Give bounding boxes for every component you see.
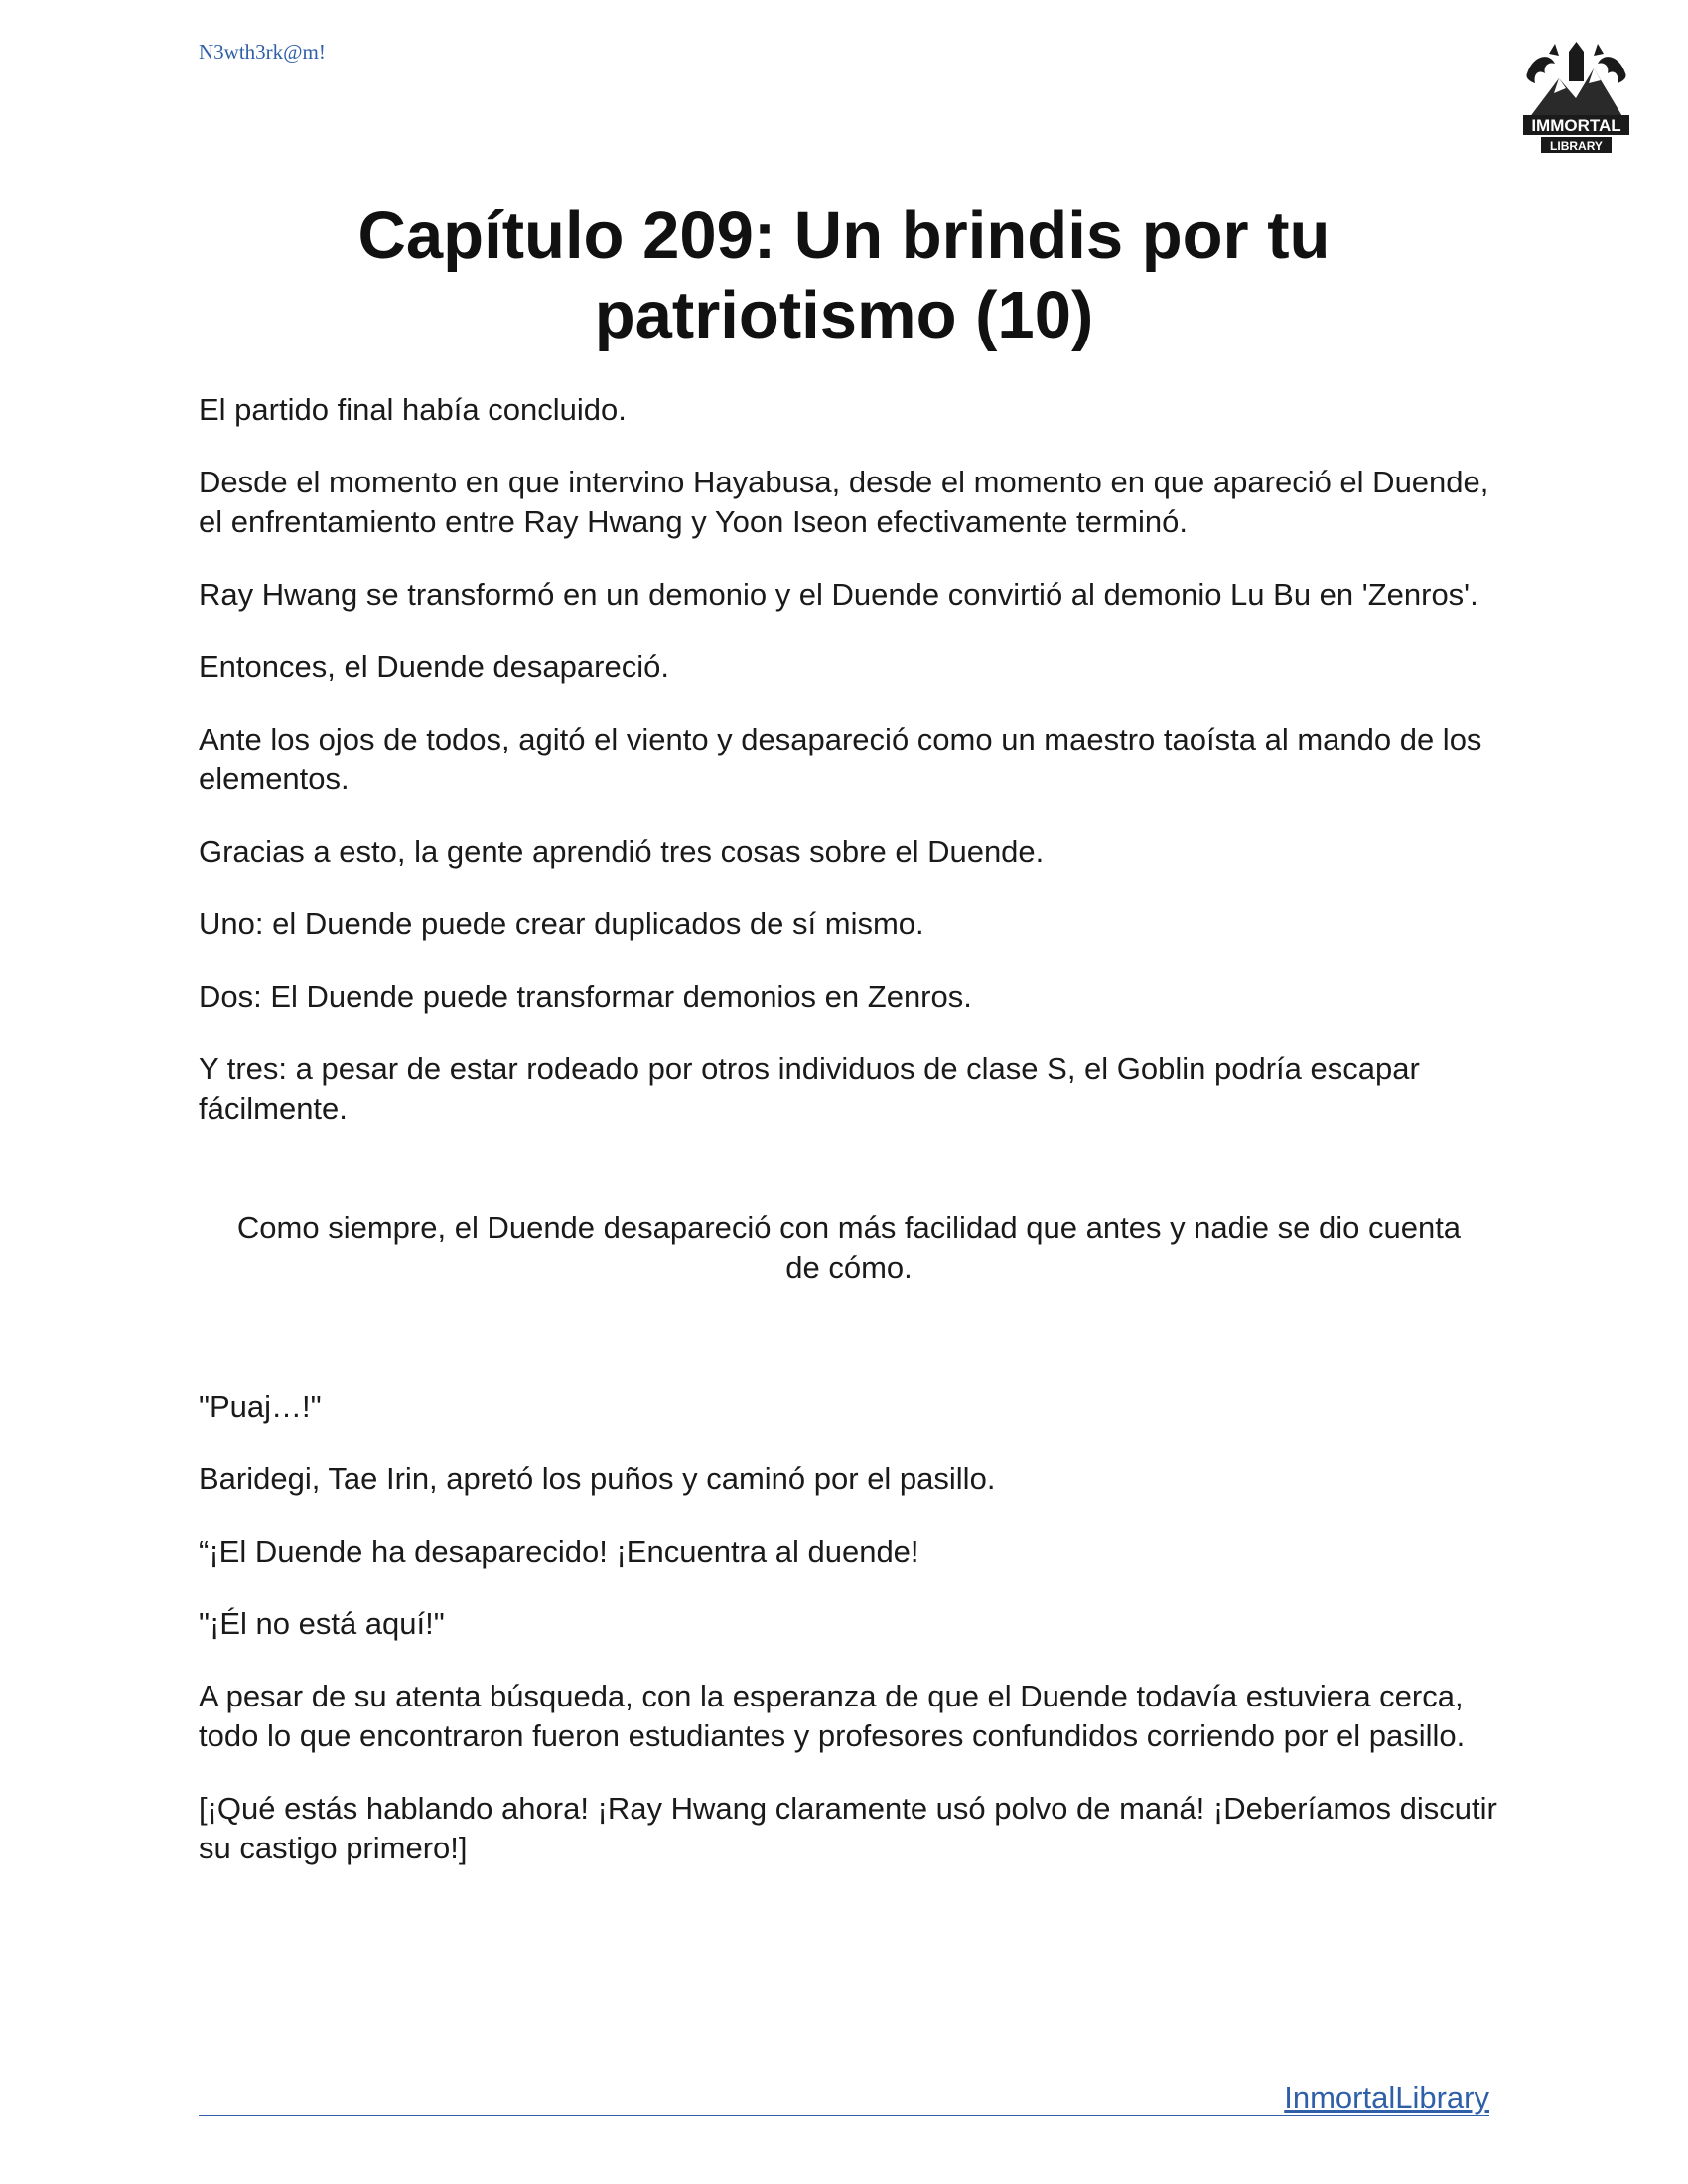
footer-link[interactable]: InmortalLibrary [1284, 2080, 1489, 2115]
paragraph: "Puaj…!" [199, 1389, 322, 1424]
footer-divider [199, 2115, 1489, 2116]
paragraph: Ray Hwang se transformó en un demonio y el Duende convirtió al demonio Lu Bu en 'Zenros'. [199, 577, 1478, 612]
paragraph: Baridegi, Tae Irin, apretó los puños y caminó por el pasillo. [199, 1461, 996, 1496]
paragraph: “¡El Duende ha desaparecido! ¡Encuentra al duende! [199, 1534, 919, 1569]
chapter-body [199, 390, 1499, 1901]
centered-paragraph: Como siempre, el Duende desapareció con más facilidad que antes y nadie se dio cuenta de cómo. [236, 1210, 1462, 1285]
paragraph: Dos: El Duende puede transformar demonios en Zenros. [199, 979, 972, 1014]
paragraph: [¡Qué estás hablando ahora! ¡Ray Hwang claramente usó polvo de maná! ¡Deberíamos discutir su castigo primero!] [199, 1791, 1497, 1865]
paragraph: Desde el momento en que intervino Hayabusa, desde el momento en que apareció el Duende, el enfrentamiento entre Ray Hwang y Yoon Iseon efectivamente terminó. [199, 465, 1489, 539]
paragraph: A pesar de su atenta búsqueda, con la esperanza de que el Duende todavía estuviera cerca, todo lo que encontraron fueron estudiantes y profesores confundidos corriendo por el pasillo. [199, 1679, 1466, 1753]
immortal-library-logo [1519, 34, 1633, 163]
paragraph: "¡Él no está aquí!" [199, 1606, 445, 1641]
paragraph: Entonces, el Duende desapareció. [199, 649, 669, 684]
watermark-text: N3wth3rk@m! [199, 40, 326, 64]
dragon-logo-icon [1519, 34, 1633, 163]
paragraph: El partido final había concluido. [199, 392, 627, 427]
paragraph: Ante los ojos de todos, agitó el viento y desapareció como un maestro taoísta al mando de los elementos. [199, 722, 1482, 796]
chapter-title-line2: patriotismo (10) [594, 278, 1094, 352]
paragraph: Uno: el Duende puede crear duplicados de sí mismo. [199, 906, 924, 941]
paragraph: Gracias a esto, la gente aprendió tres cosas sobre el Duende. [199, 834, 1045, 869]
chapter-title [199, 197, 1489, 355]
logo-line1: IMMORTAL [1531, 116, 1621, 135]
chapter-title-line1: Capítulo 209: Un brindis por tu [357, 199, 1331, 273]
paragraph: Y tres: a pesar de estar rodeado por otros individuos de clase S, el Goblin podría escapar fácilmente. [199, 1051, 1420, 1126]
logo-line2: LIBRARY [1550, 139, 1603, 153]
